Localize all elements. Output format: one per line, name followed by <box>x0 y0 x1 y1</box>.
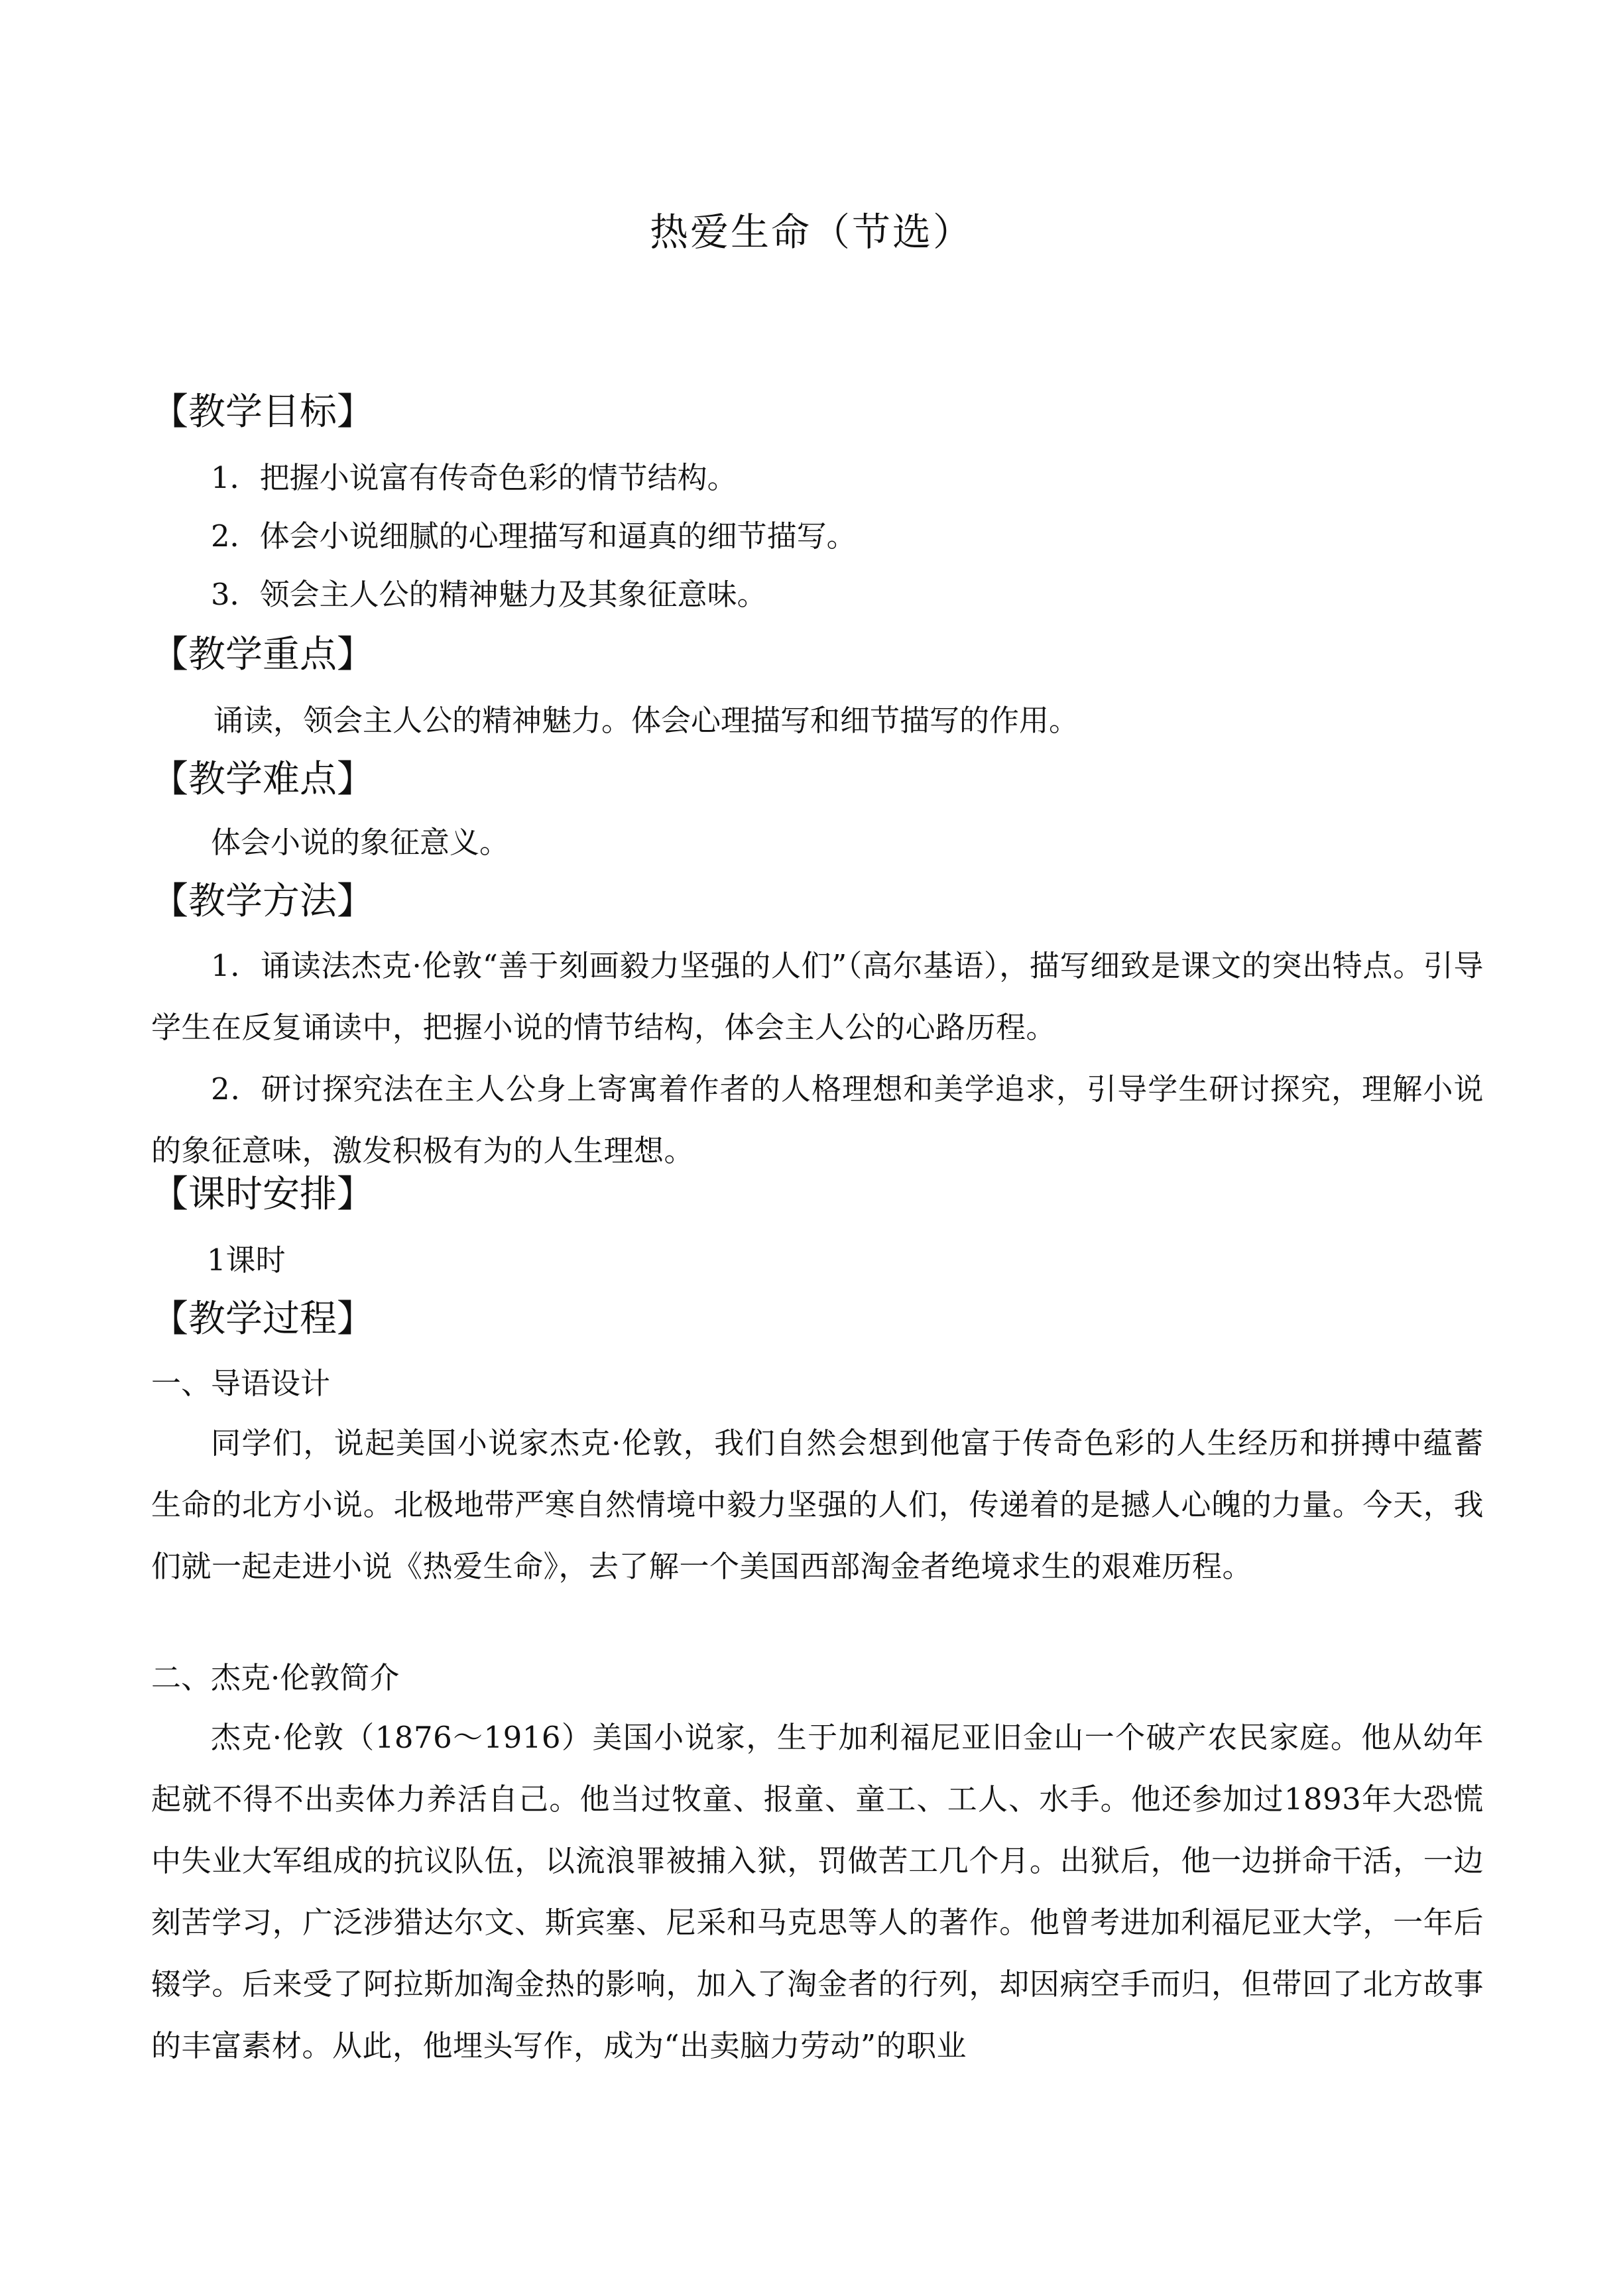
document-title: 热爱生命（节选） <box>649 210 973 255</box>
process-subheading: 二、杰克·伦敦简介 <box>151 1660 400 1695</box>
objective-item: 1．把握小说富有传奇色彩的情节结构。 <box>211 460 737 495</box>
key-points-text: 诵读，领会主人公的精神魅力。体会心理描写和细节描写的作用。 <box>213 703 1079 738</box>
schedule-text: 1课时 <box>207 1242 286 1278</box>
section-heading-methods: 【教学方法】 <box>151 880 374 923</box>
process-paragraph: 杰克·伦敦（1876～1916）美国小说家，生于加利福尼亚旧金山一个破产农民家庭。他从幼年起就不得不出卖体力养活自己。他当过牧童、报童、童工、工人、水手。他还参加过1893年大恐慌中失业大军组成的抗议队伍，以流浪罪被捕入狱，罚做苦工几个月。出狱后，他一边拼命干活，一边刻苦学习，广泛涉猎达尔文、斯宾塞、尼采和马克思等人的著作。他曾考进加利福尼亚大学，一年后辍学。后来受了阿拉斯加淘金热的影响，加入了淘金者的行列，却因病空手而归，但带回了北方故事的丰富素材。从此，他埋头写作，成为“出卖脑力劳动”的职业 <box>151 1720 1484 2063</box>
section-heading-process: 【教学过程】 <box>151 1298 374 1341</box>
section-heading-difficulties: 【教学难点】 <box>151 758 374 801</box>
section-heading-objectives: 【教学目标】 <box>151 391 374 434</box>
method-item: 2．研讨探究法在主人公身上寄寓着作者的人格理想和美学追求，引导学生研讨探究，理解小说的象征意味，激发积极有为的人生理想。 <box>151 1071 1484 1168</box>
method-item: 1．诵读法杰克·伦敦“善于刻画毅力坚强的人们”（高尔基语），描写细致是课文的突出特点。引导学生在反复诵读中，把握小说的情节结构，体会主人公的心路历程。 <box>151 948 1484 1045</box>
objective-item: 2．体会小说细腻的心理描写和逼真的细节描写。 <box>211 518 857 554</box>
objective-item: 3．领会主人公的精神魅力及其象征意味。 <box>211 577 767 612</box>
section-heading-key-points: 【教学重点】 <box>151 633 374 676</box>
section-heading-schedule: 【课时安排】 <box>151 1173 374 1216</box>
difficulties-text: 体会小说的象征意义。 <box>211 825 510 860</box>
process-paragraph: 同学们，说起美国小说家杰克·伦敦，我们自然会想到他富于传奇色彩的人生经历和拼搏中蕴蓄生命的北方小说。北极地带严寒自然情境中毅力坚强的人们，传递着的是撼人心魄的力量。今天，我们就一起走进小说《热爱生命》，去了解一个美国西部淘金者绝境求生的艰难历程。 <box>151 1425 1484 1584</box>
process-subheading: 一、导语设计 <box>151 1366 331 1401</box>
